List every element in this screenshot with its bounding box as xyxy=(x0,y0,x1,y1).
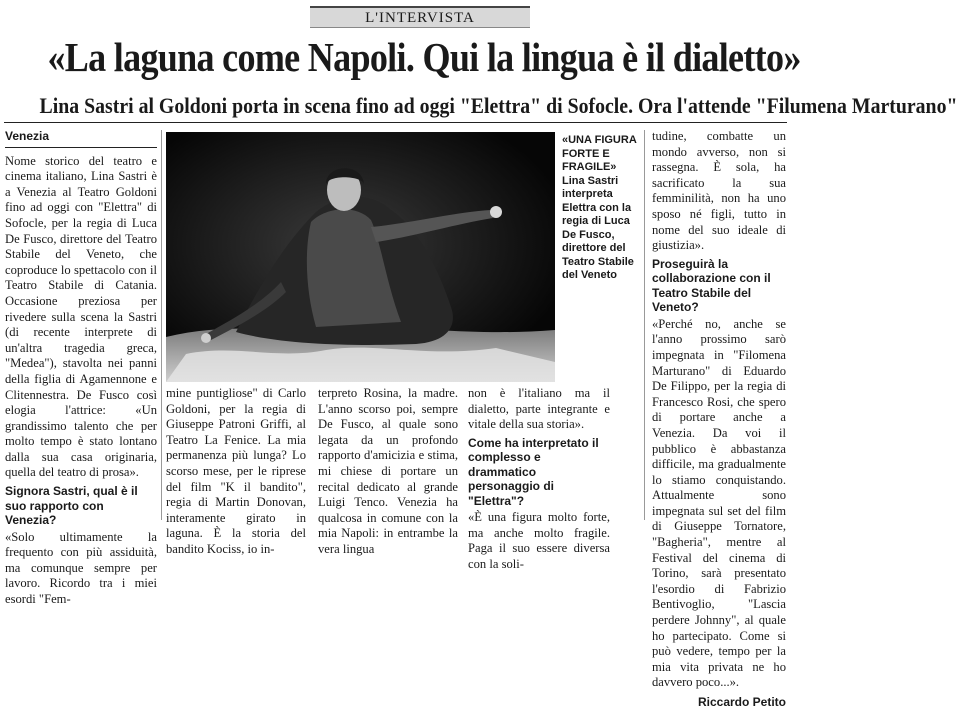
column-divider xyxy=(161,130,162,520)
paragraph: non è l'italiano ma il dialetto, parte integrante e vitale della sua storia». xyxy=(468,386,610,432)
caption-title: «UNA FIGURA FORTE E FRAGILE» xyxy=(562,134,637,173)
photo-caption xyxy=(562,134,638,283)
article-column-5 xyxy=(652,129,786,711)
interview-question: Come ha interpretato il complesso e drammatico personaggio di "Elettra"? xyxy=(468,435,599,508)
article-column-2 xyxy=(166,386,306,560)
section-kicker-bar xyxy=(310,6,530,28)
paragraph: Nome storico del teatro e cinema italiano, Lina Sastri è a Venezia al Teatro Goldoni fino ad oggi con "Elettra" di Sofocle, per la regia di Luca De Fusco, direttore del Teatro Stabile del Veneto, che coproduce lo spettacolo con il Teatro Stabile di Catania. Occasione preziosa per rivedere sulla scena la Sastri (di recente interprete di un'altra tragedia greca, "Medea"), stavolta nei panni della figlia di Agamennone e Clitennestra. De Fusco così elogia l'attrice: «Un grandissimo talento che per molto tempo è stato lontano dalla sua casa originaria, quella del teatro di prosa». xyxy=(5,153,157,480)
paragraph: tudine, combatte un mondo avverso, non si rassegna. È sola, ha sacrificato la sua femminilità, non ha uno sposo né figli, tutto in nome del suo ideale di giustizia». xyxy=(652,129,786,253)
column-divider xyxy=(644,130,645,520)
byline-signature: Riccardo Petito xyxy=(697,695,786,709)
interview-question: Signora Sastri, qual è il suo rapporto con Venezia? xyxy=(5,484,138,528)
headline: «La laguna come Napoli. Qui la lingua è il dialetto» xyxy=(47,34,801,80)
section-kicker: L'INTERVISTA xyxy=(365,10,475,26)
paragraph: «È una figura molto forte, ma anche molto fragile. Paga il suo essere diversa con la soli- xyxy=(468,510,610,572)
paragraph: mine puntigliose" di Carlo Goldoni, per la regia di Giuseppe Patroni Griffi, al Teatro La Fenice. La mia permanenza più lunga? Lo scorso mese, per le riprese del film "K il bandito", regia di Martin Donovan, interamente girato in laguna. È la storia del bandito Kociss, io in- xyxy=(166,386,306,556)
stage-photo xyxy=(166,132,555,382)
caption-body: Lina Sastri interpreta Elettra con la regia di Luca De Fusco, direttore del Teatro Stabile del Veneto xyxy=(562,174,634,281)
dateline: Venezia xyxy=(5,129,157,148)
actress-on-stage-image xyxy=(166,132,555,382)
header-rule xyxy=(4,122,787,123)
paragraph: «Solo ultimamente la frequento con più assiduità, ma comunque sempre per lavoro. Ricordo tra i miei esordi "Fem- xyxy=(5,529,157,606)
paragraph: «Perché no, anche se l'anno prossimo sarò impegnata in "Filomena Marturano" di Eduardo De Filippo, per la regia di Francesco Rosi, che spero di portare anche a Venezia. Da voi il pubblico è abbastanza difficile, ma gradualmente lo stiamo conquistando. Attualmente sono impegnata sul set del film di Giuseppe Tornatore, "Bagheria", mentre al Festival del cinema di Torino, sarà presentato l'esordio di Fabrizio Bentivoglio, "Lascia perdere Johnny", al quale ho partecipato. Come si può vedere, tempo per la mia vita privata ne ho davvero poco...». xyxy=(652,316,786,690)
subhead: Lina Sastri al Goldoni porta in scena fino ad oggi "Elettra" di Sofocle. Ora l'attende "Filumena Marturano" xyxy=(39,93,957,118)
interview-question: Proseguirà la collaborazione con il Teatro Stabile del Veneto? xyxy=(652,256,771,315)
article-column-4 xyxy=(468,386,610,575)
article-column-1 xyxy=(5,129,157,610)
paragraph: terpreto Rosina, la madre. L'anno scorso poi, sempre De Fusco, al quale sono legata da un profondo rapporto d'amicizia e stima, mi chiese di portare un recital dedicato al grande Luigi Tenco. Venezia ha qualcosa in comune con la mia Napoli: in entrambe la vera lingua xyxy=(318,386,458,556)
article-column-3 xyxy=(318,386,458,560)
